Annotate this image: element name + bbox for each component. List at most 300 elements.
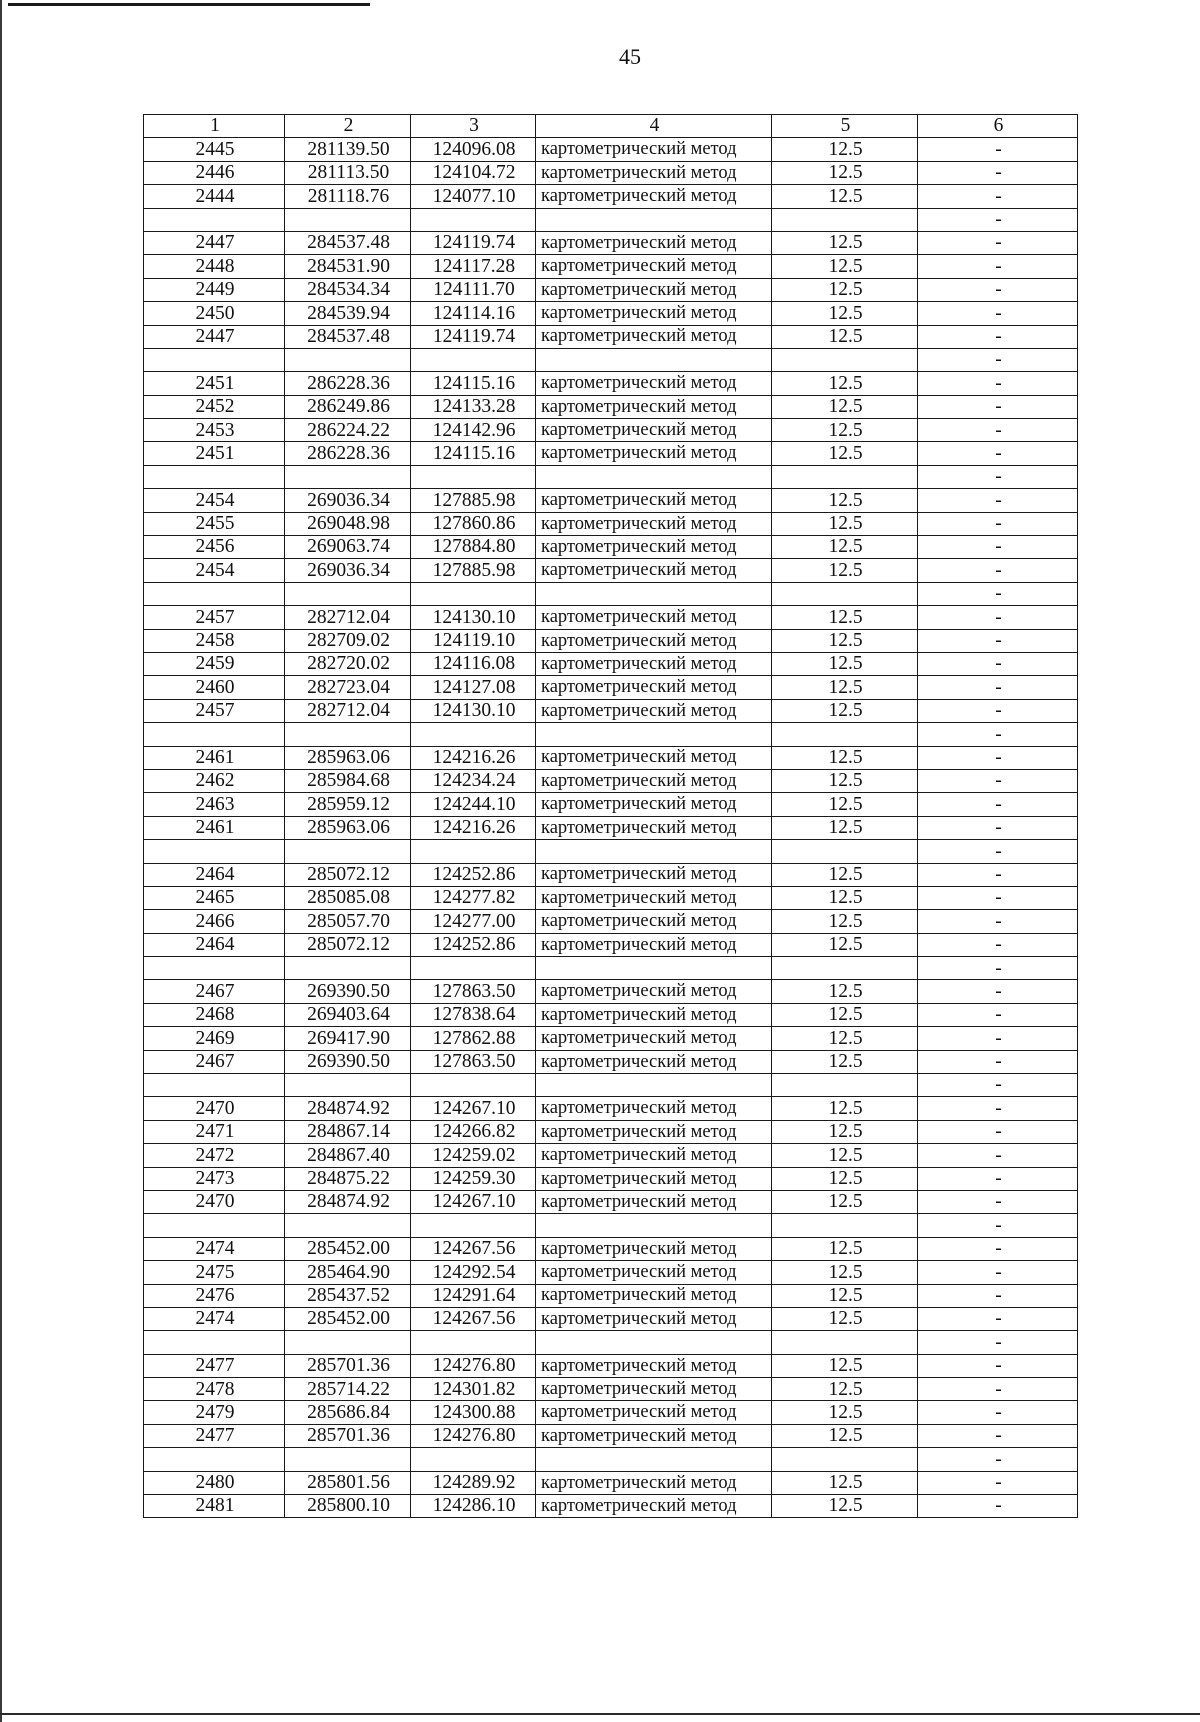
cell-point-number: 2449: [144, 278, 285, 301]
cell-point-number: 2468: [144, 1003, 285, 1026]
cell-y-coordinate: 124300.88: [411, 1401, 536, 1424]
cell-x-coordinate: [285, 840, 411, 863]
cell-method: картометрический метод: [536, 419, 772, 442]
cell-point-number: 2459: [144, 652, 285, 675]
cell-accuracy: 12.5: [772, 1050, 918, 1073]
cell-method: картометрический метод: [536, 886, 772, 909]
cell-x-coordinate: 284534.34: [285, 278, 411, 301]
cell-y-coordinate: 124234.24: [411, 769, 536, 792]
table-row: [144, 1424, 1078, 1447]
cell-method: [536, 723, 772, 746]
cell-method: картометрический метод: [536, 1120, 772, 1143]
table-row: [144, 372, 1078, 395]
cell-x-coordinate: 285800.10: [285, 1495, 411, 1518]
table-row: [144, 863, 1078, 886]
cell-accuracy: 12.5: [772, 1144, 918, 1167]
table-row: [144, 395, 1078, 418]
table-row: [144, 536, 1078, 559]
cell-accuracy: [772, 348, 918, 371]
cell-description: -: [918, 676, 1078, 699]
cell-accuracy: 12.5: [772, 1307, 918, 1330]
cell-description: -: [918, 185, 1078, 208]
cell-description: -: [918, 1378, 1078, 1401]
cell-y-coordinate: [411, 348, 536, 371]
cell-description: -: [918, 465, 1078, 488]
cell-y-coordinate: [411, 582, 536, 605]
cell-y-coordinate: 124117.28: [411, 255, 536, 278]
header-cell-description: 6: [918, 115, 1078, 138]
cell-x-coordinate: [285, 957, 411, 980]
cell-description: -: [918, 208, 1078, 231]
table-row: [144, 302, 1078, 325]
cell-x-coordinate: 281139.50: [285, 138, 411, 161]
cell-accuracy: 12.5: [772, 1424, 918, 1447]
cell-y-coordinate: 124292.54: [411, 1261, 536, 1284]
cell-description: -: [918, 1050, 1078, 1073]
cell-method: картометрический метод: [536, 769, 772, 792]
cell-x-coordinate: 285714.22: [285, 1378, 411, 1401]
table-row: [144, 185, 1078, 208]
table-row: [144, 1307, 1078, 1330]
cell-accuracy: 12.5: [772, 816, 918, 839]
cell-y-coordinate: 124267.56: [411, 1307, 536, 1330]
cell-y-coordinate: 127838.64: [411, 1003, 536, 1026]
cell-method: картометрический метод: [536, 1307, 772, 1330]
cell-point-number: 2475: [144, 1261, 285, 1284]
cell-description: -: [918, 980, 1078, 1003]
cell-method: картометрический метод: [536, 1354, 772, 1377]
table-row: [144, 910, 1078, 933]
cell-description: -: [918, 1237, 1078, 1260]
cell-method: картометрический метод: [536, 1237, 772, 1260]
cell-point-number: 2448: [144, 255, 285, 278]
cell-y-coordinate: 124286.10: [411, 1495, 536, 1518]
cell-accuracy: 12.5: [772, 1284, 918, 1307]
cell-accuracy: 12.5: [772, 278, 918, 301]
cell-description: -: [918, 863, 1078, 886]
cell-description: -: [918, 1074, 1078, 1097]
cell-description: -: [918, 816, 1078, 839]
cell-accuracy: [772, 840, 918, 863]
header-cell-method: 4: [536, 115, 772, 138]
cell-point-number: 2473: [144, 1167, 285, 1190]
cell-point-number: 2454: [144, 489, 285, 512]
cell-point-number: 2474: [144, 1307, 285, 1330]
table-row: [144, 1144, 1078, 1167]
cell-description: -: [918, 419, 1078, 442]
cell-description: -: [918, 348, 1078, 371]
cell-x-coordinate: 285686.84: [285, 1401, 411, 1424]
cell-description: -: [918, 1495, 1078, 1518]
cell-description: -: [918, 699, 1078, 722]
cell-method: картометрический метод: [536, 1401, 772, 1424]
cell-point-number: 2467: [144, 1050, 285, 1073]
cell-x-coordinate: 285437.52: [285, 1284, 411, 1307]
cell-point-number: 2471: [144, 1120, 285, 1143]
cell-y-coordinate: [411, 1448, 536, 1471]
cell-accuracy: [772, 1214, 918, 1237]
cell-x-coordinate: [285, 348, 411, 371]
cell-description: -: [918, 1307, 1078, 1330]
cell-x-coordinate: 284874.92: [285, 1097, 411, 1120]
cell-y-coordinate: 124119.10: [411, 629, 536, 652]
cell-accuracy: 12.5: [772, 161, 918, 184]
cell-point-number: 2453: [144, 419, 285, 442]
cell-description: -: [918, 606, 1078, 629]
cell-method: [536, 348, 772, 371]
scan-top-rule: [8, 3, 370, 6]
cell-method: картометрический метод: [536, 278, 772, 301]
cell-x-coordinate: 282712.04: [285, 699, 411, 722]
cell-point-number: 2452: [144, 395, 285, 418]
cell-x-coordinate: [285, 1074, 411, 1097]
cell-accuracy: 12.5: [772, 1190, 918, 1213]
cell-y-coordinate: 124114.16: [411, 302, 536, 325]
cell-point-number: 2472: [144, 1144, 285, 1167]
cell-accuracy: 12.5: [772, 1003, 918, 1026]
cell-x-coordinate: 284867.14: [285, 1120, 411, 1143]
cell-method: картометрический метод: [536, 185, 772, 208]
table-row: [144, 652, 1078, 675]
cell-accuracy: [772, 582, 918, 605]
cell-x-coordinate: 282720.02: [285, 652, 411, 675]
cell-x-coordinate: 284875.22: [285, 1167, 411, 1190]
cell-description: -: [918, 442, 1078, 465]
cell-description: -: [918, 161, 1078, 184]
cell-x-coordinate: 284531.90: [285, 255, 411, 278]
cell-y-coordinate: 124115.16: [411, 372, 536, 395]
table-row: [144, 1190, 1078, 1213]
cell-y-coordinate: 124119.74: [411, 325, 536, 348]
cell-y-coordinate: 124259.02: [411, 1144, 536, 1167]
cell-accuracy: 12.5: [772, 1261, 918, 1284]
cell-x-coordinate: 286249.86: [285, 395, 411, 418]
cell-x-coordinate: 285959.12: [285, 793, 411, 816]
cell-y-coordinate: 124111.70: [411, 278, 536, 301]
cell-accuracy: 12.5: [772, 536, 918, 559]
cell-method: [536, 465, 772, 488]
cell-x-coordinate: 285452.00: [285, 1237, 411, 1260]
table-row: [144, 840, 1078, 863]
cell-x-coordinate: 282723.04: [285, 676, 411, 699]
cell-method: картометрический метод: [536, 559, 772, 582]
cell-description: -: [918, 1424, 1078, 1447]
cell-accuracy: 12.5: [772, 395, 918, 418]
cell-y-coordinate: [411, 1074, 536, 1097]
cell-description: -: [918, 1401, 1078, 1424]
cell-y-coordinate: [411, 208, 536, 231]
cell-x-coordinate: 269390.50: [285, 1050, 411, 1073]
cell-accuracy: 12.5: [772, 1471, 918, 1494]
cell-description: -: [918, 723, 1078, 746]
cell-y-coordinate: 127863.50: [411, 980, 536, 1003]
cell-x-coordinate: 269048.98: [285, 512, 411, 535]
table-row: [144, 816, 1078, 839]
header-cell-point-number: 1: [144, 115, 285, 138]
cell-description: -: [918, 1144, 1078, 1167]
cell-description: -: [918, 1448, 1078, 1471]
cell-description: -: [918, 933, 1078, 956]
cell-point-number: [144, 957, 285, 980]
cell-y-coordinate: 124267.10: [411, 1190, 536, 1213]
page-number: 45: [619, 44, 641, 69]
cell-method: картометрический метод: [536, 629, 772, 652]
cell-y-coordinate: 124252.86: [411, 933, 536, 956]
cell-method: картометрический метод: [536, 863, 772, 886]
cell-y-coordinate: 127863.50: [411, 1050, 536, 1073]
cell-point-number: 2462: [144, 769, 285, 792]
cell-method: картометрический метод: [536, 231, 772, 254]
cell-method: картометрический метод: [536, 1167, 772, 1190]
cell-accuracy: [772, 1448, 918, 1471]
cell-x-coordinate: 284537.48: [285, 231, 411, 254]
cell-method: картометрический метод: [536, 1050, 772, 1073]
cell-x-coordinate: 269036.34: [285, 489, 411, 512]
cell-method: картометрический метод: [536, 1003, 772, 1026]
table-row: [144, 512, 1078, 535]
cell-point-number: 2454: [144, 559, 285, 582]
cell-accuracy: 12.5: [772, 325, 918, 348]
cell-x-coordinate: 282709.02: [285, 629, 411, 652]
cell-accuracy: 12.5: [772, 442, 918, 465]
cell-point-number: 2463: [144, 793, 285, 816]
cell-accuracy: 12.5: [772, 980, 918, 1003]
cell-point-number: 2480: [144, 1471, 285, 1494]
table-row: [144, 723, 1078, 746]
table-row: [144, 1471, 1078, 1494]
cell-y-coordinate: 124277.82: [411, 886, 536, 909]
cell-x-coordinate: 285963.06: [285, 816, 411, 839]
cell-description: -: [918, 1471, 1078, 1494]
cell-method: картометрический метод: [536, 699, 772, 722]
cell-y-coordinate: 127885.98: [411, 489, 536, 512]
cell-x-coordinate: 281118.76: [285, 185, 411, 208]
table-row: [144, 582, 1078, 605]
cell-accuracy: 12.5: [772, 1167, 918, 1190]
table-row: [144, 255, 1078, 278]
cell-method: картометрический метод: [536, 652, 772, 675]
cell-accuracy: 12.5: [772, 629, 918, 652]
cell-point-number: 2470: [144, 1190, 285, 1213]
cell-x-coordinate: 285801.56: [285, 1471, 411, 1494]
cell-description: -: [918, 1027, 1078, 1050]
cell-description: -: [918, 536, 1078, 559]
table-row: [144, 1027, 1078, 1050]
cell-method: картометрический метод: [536, 606, 772, 629]
table-row: [144, 1074, 1078, 1097]
cell-y-coordinate: 124266.82: [411, 1120, 536, 1143]
cell-accuracy: 12.5: [772, 606, 918, 629]
cell-y-coordinate: 124077.10: [411, 185, 536, 208]
cell-y-coordinate: 124289.92: [411, 1471, 536, 1494]
table-row: [144, 793, 1078, 816]
cell-description: -: [918, 1214, 1078, 1237]
cell-y-coordinate: 127885.98: [411, 559, 536, 582]
cell-point-number: 2464: [144, 863, 285, 886]
cell-method: картометрический метод: [536, 395, 772, 418]
cell-description: -: [918, 512, 1078, 535]
table-row: [144, 138, 1078, 161]
cell-accuracy: 12.5: [772, 1354, 918, 1377]
cell-point-number: 2457: [144, 699, 285, 722]
cell-accuracy: 12.5: [772, 769, 918, 792]
cell-method: картометрический метод: [536, 933, 772, 956]
cell-description: -: [918, 957, 1078, 980]
cell-method: картометрический метод: [536, 161, 772, 184]
table-row: [144, 1378, 1078, 1401]
cell-method: картометрический метод: [536, 512, 772, 535]
cell-point-number: 2474: [144, 1237, 285, 1260]
cell-description: -: [918, 652, 1078, 675]
cell-accuracy: 12.5: [772, 185, 918, 208]
cell-method: картометрический метод: [536, 302, 772, 325]
cell-description: -: [918, 395, 1078, 418]
cell-method: картометрический метод: [536, 536, 772, 559]
cell-description: -: [918, 231, 1078, 254]
cell-x-coordinate: 284537.48: [285, 325, 411, 348]
cell-x-coordinate: 286228.36: [285, 372, 411, 395]
cell-point-number: [144, 208, 285, 231]
cell-accuracy: 12.5: [772, 512, 918, 535]
cell-accuracy: 12.5: [772, 138, 918, 161]
cell-point-number: [144, 1074, 285, 1097]
cell-y-coordinate: 124277.00: [411, 910, 536, 933]
table-row: [144, 1261, 1078, 1284]
table-row: [144, 676, 1078, 699]
cell-accuracy: 12.5: [772, 231, 918, 254]
table-row: [144, 1120, 1078, 1143]
cell-point-number: 2451: [144, 372, 285, 395]
cell-y-coordinate: [411, 723, 536, 746]
coordinates-table: [143, 114, 1078, 1518]
table-row: [144, 769, 1078, 792]
table-row: [144, 278, 1078, 301]
cell-description: -: [918, 325, 1078, 348]
cell-y-coordinate: 124104.72: [411, 161, 536, 184]
cell-point-number: 2481: [144, 1495, 285, 1518]
cell-x-coordinate: 285701.36: [285, 1354, 411, 1377]
cell-point-number: 2477: [144, 1354, 285, 1377]
cell-point-number: 2456: [144, 536, 285, 559]
table-row: [144, 1167, 1078, 1190]
scan-left-edge: [0, 0, 2, 1722]
cell-method: картометрический метод: [536, 138, 772, 161]
cell-description: -: [918, 886, 1078, 909]
cell-description: -: [918, 1331, 1078, 1354]
table-row: [144, 933, 1078, 956]
cell-x-coordinate: 285085.08: [285, 886, 411, 909]
header-cell-accuracy: 5: [772, 115, 918, 138]
cell-method: картометрический метод: [536, 676, 772, 699]
cell-method: [536, 840, 772, 863]
cell-method: картометрический метод: [536, 1190, 772, 1213]
table-row: [144, 1401, 1078, 1424]
cell-description: -: [918, 255, 1078, 278]
cell-y-coordinate: 124127.08: [411, 676, 536, 699]
cell-x-coordinate: 284539.94: [285, 302, 411, 325]
cell-point-number: 2458: [144, 629, 285, 652]
cell-method: картометрический метод: [536, 442, 772, 465]
cell-method: [536, 208, 772, 231]
cell-method: картометрический метод: [536, 793, 772, 816]
cell-point-number: 2446: [144, 161, 285, 184]
cell-method: [536, 1448, 772, 1471]
cell-y-coordinate: 124276.80: [411, 1424, 536, 1447]
cell-method: картометрический метод: [536, 1284, 772, 1307]
table-row: [144, 1495, 1078, 1518]
cell-accuracy: 12.5: [772, 489, 918, 512]
cell-x-coordinate: [285, 1331, 411, 1354]
table-row: [144, 957, 1078, 980]
cell-description: -: [918, 559, 1078, 582]
cell-method: картометрический метод: [536, 1027, 772, 1050]
cell-description: -: [918, 1261, 1078, 1284]
cell-point-number: 2467: [144, 980, 285, 1003]
cell-x-coordinate: [285, 723, 411, 746]
cell-x-coordinate: 285464.90: [285, 1261, 411, 1284]
cell-y-coordinate: 124259.30: [411, 1167, 536, 1190]
cell-description: -: [918, 372, 1078, 395]
cell-accuracy: [772, 208, 918, 231]
table-row: [144, 231, 1078, 254]
cell-accuracy: [772, 465, 918, 488]
cell-point-number: 2466: [144, 910, 285, 933]
cell-method: картометрический метод: [536, 1471, 772, 1494]
cell-x-coordinate: [285, 582, 411, 605]
cell-accuracy: 12.5: [772, 1120, 918, 1143]
cell-point-number: 2479: [144, 1401, 285, 1424]
cell-description: -: [918, 840, 1078, 863]
table-row: [144, 161, 1078, 184]
cell-accuracy: 12.5: [772, 746, 918, 769]
cell-method: картометрический метод: [536, 1424, 772, 1447]
scan-bottom-rule: [0, 1713, 1200, 1715]
cell-method: [536, 582, 772, 605]
cell-point-number: 2477: [144, 1424, 285, 1447]
cell-method: картометрический метод: [536, 746, 772, 769]
cell-description: -: [918, 746, 1078, 769]
cell-y-coordinate: 124130.10: [411, 606, 536, 629]
cell-accuracy: 12.5: [772, 886, 918, 909]
cell-point-number: [144, 1214, 285, 1237]
table-body: [144, 138, 1078, 1518]
cell-x-coordinate: 269036.34: [285, 559, 411, 582]
cell-x-coordinate: 284874.92: [285, 1190, 411, 1213]
table-row: [144, 419, 1078, 442]
cell-accuracy: 12.5: [772, 933, 918, 956]
cell-accuracy: 12.5: [772, 910, 918, 933]
cell-accuracy: 12.5: [772, 1237, 918, 1260]
cell-y-coordinate: 124216.26: [411, 746, 536, 769]
cell-point-number: 2455: [144, 512, 285, 535]
cell-method: картометрический метод: [536, 489, 772, 512]
cell-x-coordinate: 269403.64: [285, 1003, 411, 1026]
cell-method: картометрический метод: [536, 255, 772, 278]
cell-accuracy: [772, 1331, 918, 1354]
table-row: [144, 606, 1078, 629]
cell-y-coordinate: [411, 465, 536, 488]
cell-accuracy: 12.5: [772, 1097, 918, 1120]
cell-point-number: 2478: [144, 1378, 285, 1401]
cell-method: картометрический метод: [536, 816, 772, 839]
cell-y-coordinate: 124130.10: [411, 699, 536, 722]
cell-point-number: 2476: [144, 1284, 285, 1307]
cell-accuracy: 12.5: [772, 793, 918, 816]
table-row: [144, 1237, 1078, 1260]
cell-description: -: [918, 138, 1078, 161]
cell-y-coordinate: [411, 1214, 536, 1237]
cell-y-coordinate: 124252.86: [411, 863, 536, 886]
